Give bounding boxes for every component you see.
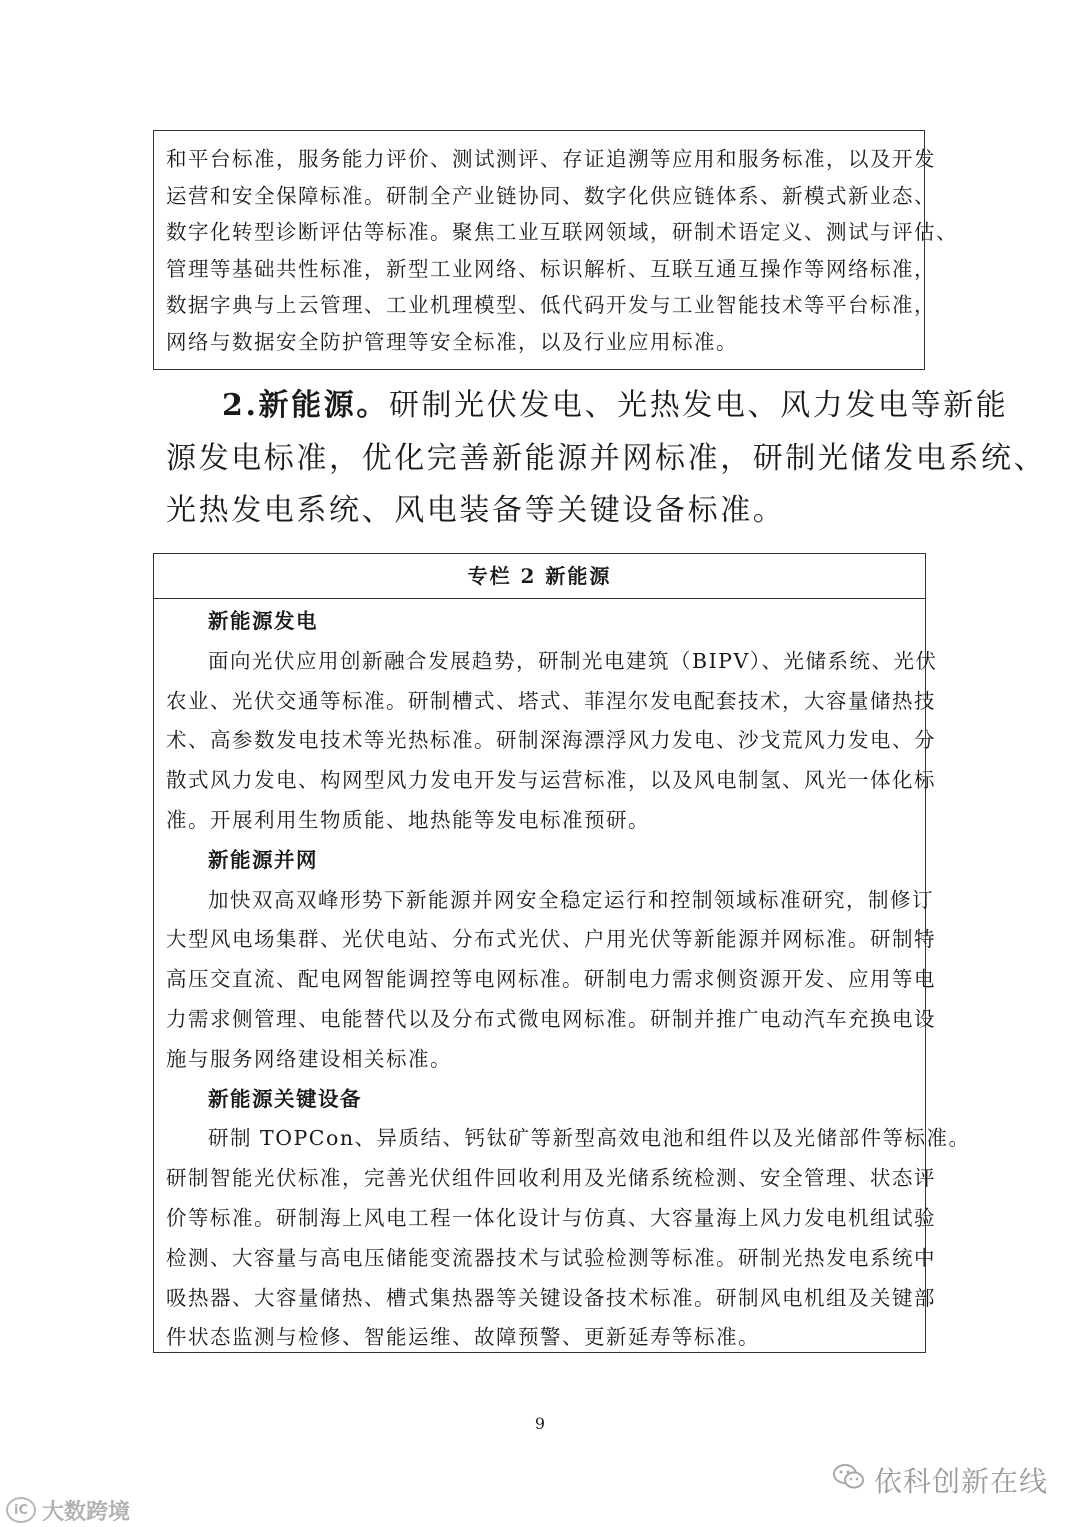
- section-line: 检测、大容量与高电压储能变流器技术与试验检测等标准。研制光热发电系统中: [166, 1245, 936, 1270]
- box1-line: 运营和安全保障标准。研制全产业链协同、数字化供应链体系、新模式新业态、: [166, 183, 936, 208]
- new-energy-paragraph: [166, 380, 1047, 538]
- section-line: 研制 TOPCon、异质结、钙钛矿等新型高效电池和组件以及光储部件等标准。: [208, 1126, 971, 1151]
- section-line: 件状态监测与检修、智能运维、故障预警、更新延寿等标准。: [166, 1325, 760, 1350]
- box1-line: 网络与数据安全防护管理等安全标准，以及行业应用标准。: [166, 329, 738, 354]
- wechat-icon: [832, 1462, 866, 1499]
- section-line: 面向光伏应用创新融合发展趋势，研制光电建筑（BIPV）、光储系统、光伏: [208, 648, 938, 673]
- page-number: 9: [534, 1414, 546, 1433]
- section-line: 吸热器、大容量储热、槽式集热器等关键设备技术标准。研制风电机组及关键部: [166, 1285, 936, 1310]
- section-line: 价等标准。研制海上风电工程一体化设计与仿真、大容量海上风力发电机组试验: [166, 1205, 936, 1230]
- section-line: 准。开展利用生物质能、地热能等发电标准预研。: [166, 807, 650, 832]
- section-line: 研制智能光伏标准，完善光伏组件回收利用及光储系统检测、安全管理、状态评: [166, 1166, 936, 1191]
- section-line: 散式风力发电、构网型风力发电开发与运营标准，以及风电制氢、风光一体化标: [166, 768, 936, 793]
- box1-line: 管理等基础共性标准，新型工业网络、标识解析、互联互通互操作等网络标准，: [166, 256, 936, 281]
- section-heading: 新能源发电: [208, 609, 318, 633]
- continued-box: [153, 130, 958, 370]
- section-line: 力需求侧管理、电能替代以及分布式微电网标准。研制并推广电动汽车充换电设: [166, 1006, 936, 1031]
- section-line: 农业、光伏交通等标准。研制槽式、塔式、菲涅尔发电配套技术，大容量储热技: [166, 688, 936, 713]
- section-heading: 新能源并网: [208, 847, 318, 872]
- paragraph-text: 研制光伏发电、光热发电、风力发电等新能: [388, 388, 1009, 423]
- watermark-text: 大数跨境: [42, 1499, 131, 1525]
- section-line: 大型风电场集群、光伏电站、分布式光伏、户用光伏等新能源并网标准。研制特: [166, 927, 936, 952]
- paragraph-line: 源发电标准，优化完善新能源并网标准，研制光储发电系统、: [166, 440, 1047, 476]
- section-line: 加快双高双峰形势下新能源并网安全稳定运行和控制领域标准研究，制修订: [208, 887, 934, 912]
- column-box-new-energy: [153, 553, 971, 1353]
- logo-icon: iC: [6, 1497, 36, 1523]
- box1-line: 和平台标准，服务能力评价、测试测评、存证追溯等应用和服务标准，以及开发: [166, 147, 936, 171]
- column-title: 专栏 2 新能源: [154, 554, 925, 599]
- paragraph-line: [166, 380, 1009, 433]
- section-line: 术、高参数发电技术等光热标准。研制深海漂浮风力发电、沙戈荒风力发电、分: [166, 728, 936, 753]
- section-line: 高压交直流、配电网智能调控等电网标准。研制电力需求侧资源开发、应用等电: [166, 967, 936, 992]
- paragraph-line: 光热发电系统、风电装备等关键设备标准。: [166, 493, 786, 528]
- watermark-text: 依科创新在线: [873, 1465, 1048, 1498]
- box1-line: 数字化转型诊断评估等标准。聚焦工业互联网领域，研制术语定义、测试与评估、: [166, 220, 958, 244]
- column-content: [154, 599, 971, 1358]
- watermark-left: [6, 1495, 130, 1525]
- watermark-wechat: [832, 1460, 1048, 1500]
- paragraph-heading: 2.新能源。: [222, 388, 389, 423]
- box1-line: 数据字典与上云管理、工业机理模型、低代码开发与工业智能技术等平台标准，: [166, 293, 936, 317]
- section-line: 施与服务网络建设相关标准。: [166, 1046, 452, 1071]
- section-heading: 新能源关键设备: [208, 1086, 362, 1111]
